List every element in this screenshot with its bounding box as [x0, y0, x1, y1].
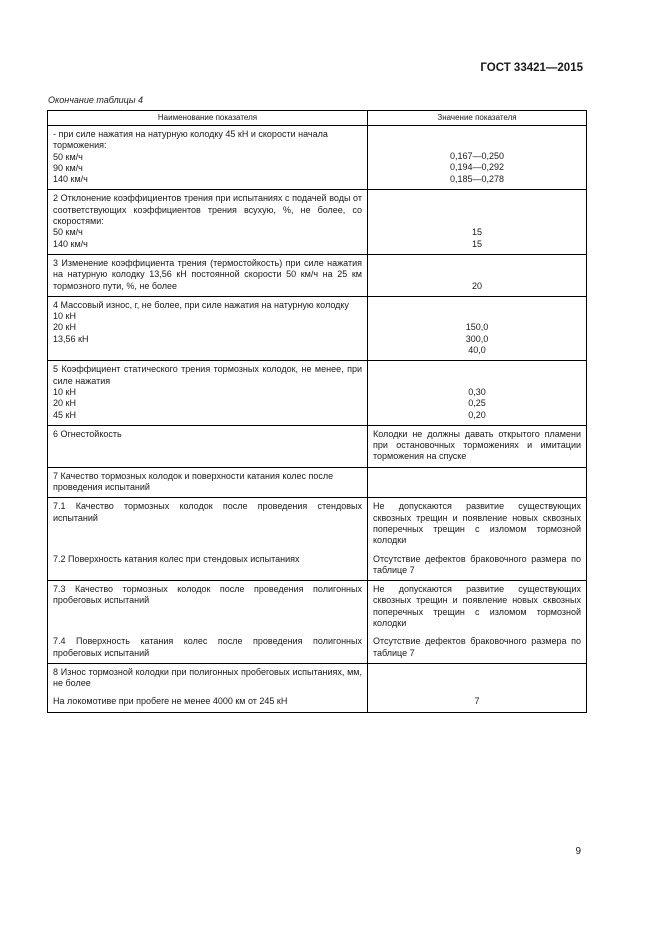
value-cell [368, 254, 587, 296]
cell-text: 7 Качество тормозных колодок и поверхности катания колес после проведения испытаний [53, 470, 334, 493]
name-cell [48, 190, 368, 254]
table-row [48, 190, 587, 254]
cell-text: 20 кН [53, 398, 76, 409]
value-cell [368, 467, 587, 498]
cell-value: Колодки не должны давать открытого пламени при остановочных торможениях и имитации торможения на спуске [373, 428, 581, 462]
value-cell [368, 633, 587, 663]
cell-text: 7.3 Качество тормозных колодок после проведения полигонных пробеговых испытаний [53, 584, 362, 606]
cell-text: 8 Износ тормозной колодки при полигонных пробеговых испытаниях, мм, не более [53, 666, 362, 689]
name-cell [48, 254, 368, 296]
page-number: 9 [575, 846, 581, 857]
value-cell [368, 190, 587, 254]
cell-text: 7.2 Поверхность катания колес при стендовых испытаниях [53, 553, 300, 564]
table-row [48, 693, 587, 712]
name-cell [48, 663, 368, 693]
table-row [48, 663, 587, 693]
name-cell [48, 126, 368, 190]
name-cell [48, 693, 368, 712]
value-cell [368, 296, 587, 360]
cell-value: Отсутствие дефектов браковочного размера по таблице 7 [373, 636, 581, 658]
cell-text: 7.1 Качество тормозных колодок после проведения стендовых испытаний [53, 501, 362, 523]
cell-value: 0,25 [468, 398, 486, 409]
table-row [48, 633, 587, 663]
name-cell [48, 467, 368, 498]
name-cell [48, 425, 368, 467]
cell-text: 5 Коэффициент статического трения тормозных колодок, не менее, при силе нажатия [53, 364, 362, 386]
value-cell [368, 126, 587, 190]
table-row [48, 581, 587, 634]
value-cell [368, 498, 587, 551]
cell-value: 20 [471, 280, 482, 291]
name-cell [48, 498, 368, 551]
cell-value: 7 [474, 696, 480, 707]
table-row [48, 254, 587, 296]
table-row [48, 498, 587, 551]
cell-text: 13,56 кН [53, 333, 89, 344]
cell-value: 15 [471, 238, 482, 249]
cell-value: Отсутствие дефектов браковочного размера по таблице 7 [373, 553, 581, 575]
cell-value: Не допускаются развитие существующих сквозных трещин и появление новых сквозных поперечных трещин с изломом тормозной колодки [373, 584, 581, 628]
name-cell [48, 361, 368, 425]
document-number: ГОСТ 33421—2015 [480, 62, 583, 74]
name-cell [48, 581, 368, 634]
value-cell [368, 693, 587, 712]
cell-value: 0,30 [468, 386, 486, 397]
cell-text: 50 км/ч [53, 227, 83, 238]
cell-value: 40,0 [468, 345, 486, 356]
value-cell [368, 361, 587, 425]
table-row [48, 296, 587, 360]
value-cell [368, 663, 587, 693]
cell-value: 0,167—0,250 [449, 151, 505, 161]
cell-text: 45 кН [53, 409, 76, 420]
table-row [48, 551, 587, 581]
column-header-value: Значение показателя [368, 111, 587, 126]
cell-value: 300,0 [465, 333, 489, 344]
name-cell [48, 296, 368, 360]
table-row [48, 425, 587, 467]
table-row [48, 467, 587, 498]
cell-value: 0,20 [468, 409, 486, 420]
indicators-table [47, 110, 587, 713]
cell-text: 90 км/ч [53, 162, 83, 173]
cell-text: 6 Огнестойкость [53, 428, 122, 439]
cell-value: 15 [471, 227, 482, 238]
cell-text: 50 км/ч [53, 151, 83, 162]
value-cell [368, 581, 587, 634]
cell-text: - при силе нажатия на натурную колодку 45 кН и скорости начала торможения: [53, 129, 328, 151]
cell-text: 3 Изменение коэффициента трения (термостойкость) при силе нажатия на натурную колодку 13,56 кН постоянной скорости 50 км/ч на 25 км тормозного пути, %, не более [53, 257, 362, 291]
table-row [48, 126, 587, 190]
name-cell [48, 633, 368, 663]
cell-text: На локомотиве при пробеге не менее 4000 км от 245 кН [53, 696, 288, 707]
cell-text: 20 кН [53, 322, 76, 333]
value-cell [368, 425, 587, 467]
cell-text: 140 км/ч [53, 238, 88, 249]
cell-text: 4 Массовый износ, г, не более, при силе нажатия на натурную колодку [53, 299, 349, 310]
value-cell [368, 551, 587, 581]
cell-text: 2 Отклонение коэффициентов трения при испытаниях с подачей воды от соответствующих коэффициентов трения всухую, %, не более, со скоростями: [53, 193, 362, 227]
cell-value: Не допускаются развитие существующих сквозных трещин и появление новых сквозных поперечных трещин с изломом тормозной колодки [373, 501, 581, 546]
cell-value: 0,194—0,292 [449, 162, 505, 173]
cell-value: 0,185—0,278 [449, 173, 505, 184]
table-header-row [48, 111, 587, 126]
cell-text: 10 кН [53, 386, 76, 397]
cell-text: 10 кН [53, 311, 76, 322]
table-row [48, 361, 587, 425]
table-caption: Окончание таблицы 4 [48, 95, 143, 105]
cell-text: 140 км/ч [53, 174, 88, 185]
cell-text: 7.4 Поверхность катания колес после проведения полигонных пробеговых испытаний [53, 636, 362, 658]
cell-value: 150,0 [465, 322, 489, 333]
column-header-name: Наименование показателя [48, 111, 368, 126]
name-cell [48, 551, 368, 581]
